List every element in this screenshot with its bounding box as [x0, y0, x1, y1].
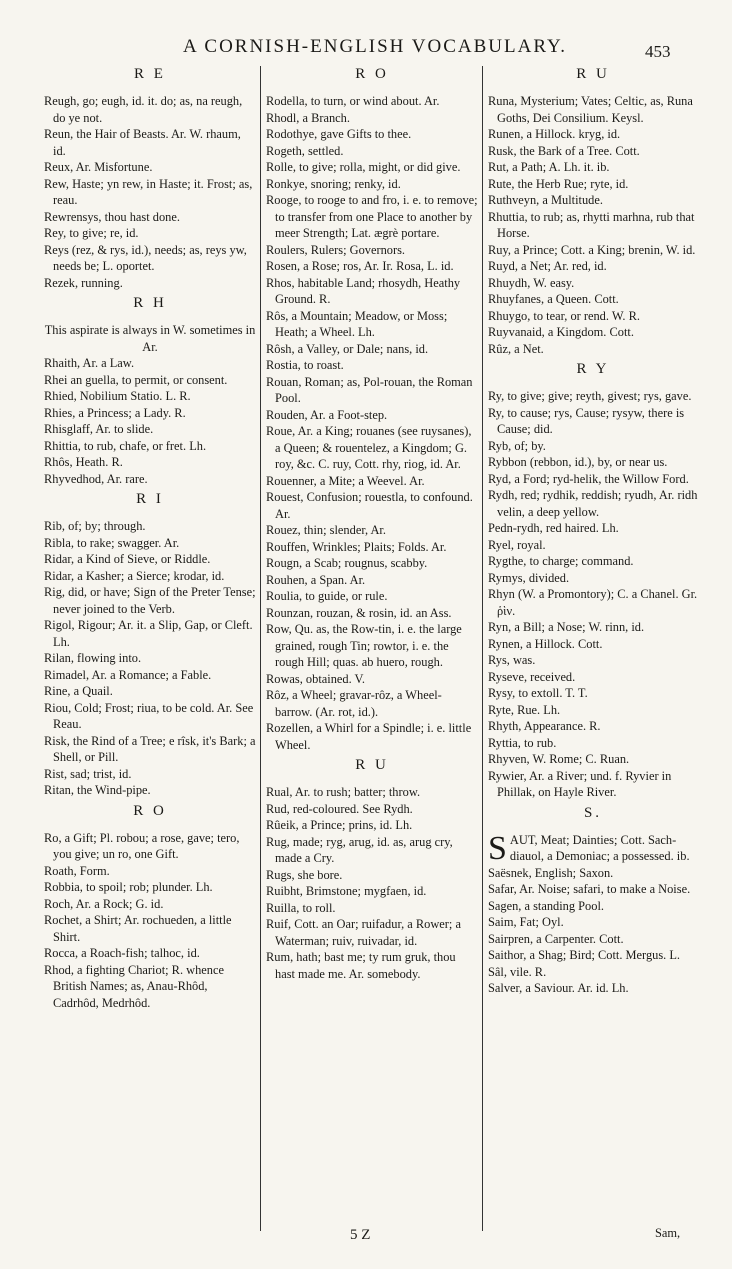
- dictionary-entry: Roue, Ar. a King; rouanes (see ruysanes), a Queen; & rouentelez, a Kingdom; G. roy, &c. C. ruy, Cott. rhy, riog, id. Ar.: [266, 424, 472, 471]
- dictionary-entry: Rymys, divided.: [488, 570, 570, 585]
- drop-cap: S: [488, 829, 507, 867]
- dictionary-entry: Rhuyfanes, a Queen. Cott.: [488, 292, 619, 306]
- dictionary-entry: Runen, a Hillock. kryg, id.: [488, 127, 621, 141]
- dictionary-entry: Ruyvanaid, a Kingdom. Cott.: [488, 325, 634, 339]
- section-heading: R O: [133, 802, 167, 819]
- dictionary-entry: Ruthveyn, a Multitude.: [488, 193, 603, 207]
- dictionary-entry: Rodothye, gave Gifts to thee.: [266, 127, 412, 141]
- dictionary-entry: Rilan, flowing into.: [44, 651, 142, 665]
- dictionary-entry: Rhisglaff, Ar. to slide.: [44, 422, 154, 436]
- entry-text: AUT, Meat; Dainties; Cott. Sach-diauol, a Demoniac; a possessed. ib.: [509, 832, 690, 863]
- dictionary-entry: Reux, Ar. Misfortune.: [44, 160, 153, 174]
- dictionary-entry: Rydh, red; rydhik, reddish; ryudh, Ar. ridh velin, a deep yellow.: [488, 488, 698, 519]
- section-heading: R U: [355, 757, 389, 773]
- dictionary-entry: Ryb, of; by.: [488, 438, 546, 453]
- dictionary-entry: Ryte, Rue. Lh.: [488, 702, 561, 717]
- dictionary-entry: Roulers, Rulers; Governors.: [266, 242, 406, 257]
- dictionary-entry: Rhaith, Ar. a Law.: [44, 356, 135, 370]
- dictionary-entry: Rhos, habitable Land; rhosydh, Heathy Ground. R.: [266, 275, 461, 306]
- dictionary-entry: Rochet, a Shirt; Ar. rochueden, a little Shirt.: [44, 913, 232, 944]
- dictionary-entry: Sairpren, a Carpenter. Cott.: [488, 931, 624, 946]
- dictionary-entry: Rezek, running.: [44, 275, 123, 290]
- dictionary-entry: Rhei an guella, to permit, or consent.: [44, 372, 228, 387]
- dictionary-entry: Reys (rez, & rys, id.), needs; as, reys yw, needs be; L. oportet.: [44, 242, 247, 273]
- dictionary-entry: Reugh, go; eugh, id. it. do; as, na reugh, do ye not.: [44, 94, 243, 125]
- dictionary-entry: Rygthe, to charge; command.: [488, 554, 634, 568]
- dictionary-entry: Rib, of; by; through.: [44, 519, 146, 533]
- dictionary-entry: Ryn, a Bill; a Nose; W. rinn, id.: [488, 620, 645, 634]
- dictionary-entry: Rewrensys, thou hast done.: [44, 209, 180, 224]
- dictionary-entry: Safar, Ar. Noise; safari, to make a Noise.: [488, 882, 691, 896]
- dictionary-entry: Rhodl, a Branch.: [266, 110, 350, 125]
- dictionary-entry: Rew, Haste; yn rew, in Haste; it. Frost; as, reau.: [44, 176, 253, 207]
- dictionary-entry: Rodella, to turn, or wind about. Ar.: [266, 94, 440, 108]
- dictionary-entry: Rigol, Rigour; Ar. it. a Slip, Gap, or Cleft. Lh.: [44, 618, 253, 649]
- dictionary-entry: Ribla, to rake; swagger. Ar.: [44, 535, 180, 550]
- dictionary-entry: Ryd, a Ford; ryd-helik, the Willow Ford.: [488, 471, 689, 486]
- dictionary-entry: Row, Qu. as, the Row-tin, i. e. the large grained, rough Tin; rowtor, i. e. the rough Hill; quas. ab huero, rough.: [266, 622, 462, 669]
- dictionary-entry: Rywier, Ar. a River; und. f. Ryvier in Phillak, on Hayle River.: [488, 768, 672, 799]
- dictionary-entry: Rhyvedhod, Ar. rare.: [44, 471, 148, 486]
- column-rule: [260, 66, 261, 1231]
- dictionary-entry: Rooge, to rooge to and fro, i. e. to remove; to transfer from one Place to another by meer Strength; Lat. ægrè portare.: [266, 193, 478, 240]
- column-rule: [482, 66, 483, 1231]
- dictionary-entry: Rhies, a Princess; a Lady. R.: [44, 405, 186, 420]
- page-number: 453: [645, 42, 671, 61]
- dictionary-entry: Rug, made; ryg, arug, id. as, arug cry, made a Cry.: [266, 834, 453, 865]
- dictionary-entry: Rhod, a fighting Chariot; R. whence British Names; as, Anau-Rhôd, Cadrhôd, Medrhôd.: [44, 962, 224, 1010]
- dictionary-entry: Rusk, the Bark of a Tree. Cott.: [488, 143, 640, 158]
- dictionary-entry: Roulia, to guide, or rule.: [266, 589, 388, 603]
- dictionary-entry: Rôsh, a Valley, or Dale; nans, id.: [266, 341, 429, 356]
- column-3: [488, 64, 698, 1219]
- dictionary-entry: Pedn-rydh, red haired. Lh.: [488, 521, 619, 535]
- dictionary-entry: Ryseve, received.: [488, 669, 576, 684]
- dictionary-entry: Saim, Fat; Oyl.: [488, 915, 564, 929]
- dictionary-entry: Rud, red-coloured. See Rydh.: [266, 801, 413, 816]
- dictionary-entry: Rhuygo, to tear, or rend. W. R.: [488, 308, 640, 323]
- dictionary-entry: Rys, was.: [488, 653, 536, 667]
- dictionary-entry: Riou, Cold; Frost; riua, to be cold. Ar. See Reau.: [44, 700, 254, 731]
- dictionary-entry: Robbia, to spoil; rob; plunder. Lh.: [44, 880, 213, 894]
- dictionary-entry: Salver, a Saviour. Ar. id. Lh.: [488, 981, 629, 995]
- dictionary-entry: Ruyd, a Net; Ar. red, id.: [488, 259, 607, 273]
- dictionary-entry: Rhittia, to rub, chafe, or fret. Lh.: [44, 438, 207, 453]
- dictionary-entry: Roath, Form.: [44, 863, 110, 878]
- dictionary-entry: Rouan, Roman; as, Pol-rouan, the Roman Pool.: [266, 374, 473, 405]
- dictionary-entry: Rôs, a Mountain; Meadow, or Moss; Heath; a Wheel. Lh.: [266, 308, 448, 339]
- dictionary-entry: Ruilla, to roll.: [266, 900, 336, 915]
- dictionary-entry: Roch, Ar. a Rock; G. id.: [44, 896, 164, 911]
- section-heading: R O: [355, 66, 389, 82]
- catchword: Sam,: [655, 1226, 681, 1240]
- dictionary-entry: Ronkye, snoring; renky, id.: [266, 176, 401, 191]
- dictionary-entry: Ro, a Gift; Pl. robou; a rose, gave; tero, you give; un ro, one Gift.: [44, 830, 240, 861]
- dictionary-entry: Saësnek, English; Saxon.: [488, 865, 614, 880]
- dictionary-entry: Rozellen, a Whirl for a Spindle; i. e. little Wheel.: [266, 721, 472, 752]
- section-heading: R I: [136, 491, 164, 507]
- dictionary-entry: Rouden, Ar. a Foot-step.: [266, 407, 388, 422]
- dictionary-entry: Rouhen, a Span. Ar.: [266, 572, 366, 587]
- dictionary-entry: Ry, to cause; rys, Cause; rysyw, there is Cause; did.: [488, 405, 685, 436]
- dictionary-entry: Ryttia, to rub.: [488, 735, 557, 750]
- dictionary-entry: Rostia, to roast.: [266, 358, 344, 372]
- dictionary-entry: Sâl, vile. R.: [488, 964, 547, 979]
- dictionary-entry: Rimadel, Ar. a Romance; a Fable.: [44, 667, 212, 682]
- section-heading: R E: [134, 66, 166, 82]
- section-heading: S.: [583, 804, 603, 821]
- dictionary-entry: Rhuydh, W. easy.: [488, 275, 575, 290]
- dictionary-entry: Rougn, a Scab; rougnus, scabby.: [266, 556, 428, 570]
- dictionary-entry: Rhied, Nobilium Statio. L. R.: [44, 389, 191, 403]
- dictionary-entry: Rouez, thin; slender, Ar.: [266, 523, 386, 537]
- dictionary-entry: Ridar, a Kasher; a Sierce; krodar, id.: [44, 568, 225, 583]
- dictionary-entry: Rut, a Path; A. Lh. it. ib.: [488, 160, 610, 174]
- dictionary-entry: Rouest, Confusion; rouestla, to confound. Ar.: [266, 490, 473, 521]
- dictionary-entry: Rounzan, rouzan, & rosin, id. an Ass.: [266, 605, 452, 620]
- dictionary-entry: Saithor, a Shag; Bird; Cott. Mergus. L.: [488, 948, 681, 962]
- dictionary-entry: Rocca, a Roach-fish; talhoc, id.: [44, 946, 200, 960]
- dictionary-entry: Rute, the Herb Rue; ryte, id.: [488, 176, 629, 191]
- dictionary-entry: Rist, sad; trist, id.: [44, 766, 132, 781]
- dictionary-entry: Rhyth, Appearance. R.: [488, 719, 601, 733]
- dictionary-entry: Reun, the Hair of Beasts. Ar. W. rhaum, id.: [44, 127, 241, 158]
- section-heading: R U: [576, 66, 610, 82]
- dictionary-entry: Rogeth, settled.: [266, 143, 344, 158]
- running-title: A CORNISH-ENGLISH VOCABULARY.: [182, 36, 568, 57]
- dictionary-entry: Rine, a Quail.: [44, 684, 113, 698]
- dictionary-entry: Rum, hath; bast me; ty rum gruk, thou hast made me. Ar. somebody.: [266, 950, 456, 981]
- dictionary-entry: Ruif, Cott. an Oar; ruifadur, a Rower; a Waterman; ruiv, ruivadar, id.: [266, 917, 461, 948]
- dictionary-entry: Rugs, she bore.: [266, 867, 343, 882]
- dictionary-entry: Rûz, a Net.: [488, 341, 544, 356]
- dictionary-entry: Ridar, a Kind of Sieve, or Riddle.: [44, 552, 211, 566]
- dictionary-entry: Rolle, to give; rolla, might, or did give.: [266, 160, 461, 174]
- dictionary-entry: Rouffen, Wrinkles; Plaits; Folds. Ar.: [266, 539, 447, 554]
- column-1: [44, 64, 256, 1219]
- dictionary-entry: Rowas, obtained. V.: [266, 671, 366, 686]
- dictionary-entry: This aspirate is always in W. sometimes in Ar.: [44, 323, 256, 354]
- dictionary-entry: Rysy, to extoll. T. T.: [488, 686, 588, 700]
- dictionary-entry: [488, 829, 698, 867]
- dictionary-entry: Ruibht, Brimstone; mygfaen, id.: [266, 884, 427, 898]
- dictionary-entry: Rynen, a Hillock. Cott.: [488, 636, 603, 651]
- dictionary-entry: Rey, to give; re, id.: [44, 226, 139, 240]
- dictionary-entry: Runa, Mysterium; Vates; Celtic, as, Runa Goths, Dei Consilium. Keysl.: [488, 94, 693, 125]
- column-2: [266, 64, 478, 1219]
- dictionary-entry: Risk, the Rind of a Tree; e rîsk, it's Bark; a Shell, or Pill.: [44, 733, 256, 764]
- dictionary-entry: Rôz, a Wheel; gravar-rôz, a Wheel-barrow. (Ar. rot, id.).: [266, 688, 442, 719]
- dictionary-entry: Ryel, royal.: [488, 537, 546, 552]
- section-heading: R H: [133, 295, 167, 311]
- dictionary-entry: Ry, to give; give; reyth, givest; rys, gave.: [488, 389, 692, 403]
- section-heading: R Y: [576, 361, 610, 377]
- dictionary-entry: Ritan, the Wind-pipe.: [44, 783, 151, 797]
- dictionary-entry: Rhôs, Heath. R.: [44, 455, 123, 469]
- dictionary-entry: Rûeik, a Prince; prins, id. Lh.: [266, 818, 413, 832]
- dictionary-entry: Ruy, a Prince; Cott. a King; brenin, W. id.: [488, 242, 696, 257]
- dictionary-entry: Rual, Ar. to rush; batter; throw.: [266, 785, 421, 799]
- dictionary-entry: Rhyven, W. Rome; C. Ruan.: [488, 752, 630, 766]
- dictionary-entry: Rhuttia, to rub; as, rhytti marhna, rub that Horse.: [488, 209, 695, 240]
- dictionary-entry: Rhyn (W. a Promontory); C. a Chanel. Gr. ῥὶν.: [488, 587, 698, 618]
- dictionary-entry: Rouenner, a Mite; a Weevel. Ar.: [266, 473, 425, 488]
- dictionary-entry: Rybbon (rebbon, id.), by, or near us.: [488, 455, 668, 469]
- dictionary-entry: Rosen, a Rose; ros, Ar. Ir. Rosa, L. id.: [266, 259, 454, 273]
- dictionary-entry: Rig, did, or have; Sign of the Preter Tense; never joined to the Verb.: [44, 585, 256, 616]
- dictionary-entry: Sagen, a standing Pool.: [488, 898, 604, 913]
- signature-mark: 5 Z: [350, 1227, 371, 1243]
